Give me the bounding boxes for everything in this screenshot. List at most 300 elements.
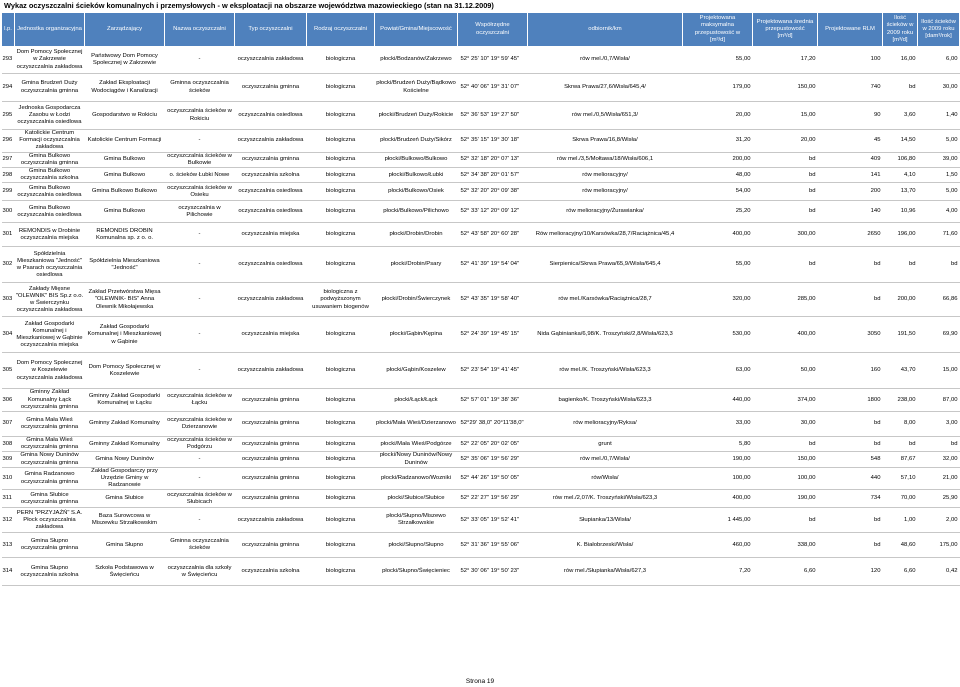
- cell-lp: 302: [2, 247, 15, 283]
- cell-rlm: bd: [818, 283, 883, 317]
- cell-typ: oczyszczalnia gminna: [235, 533, 307, 558]
- cell-nazwa: -: [165, 467, 235, 490]
- cell-ilosc-m3d: 6,60: [883, 558, 918, 586]
- cell-rodzaj: biologiczna: [307, 558, 375, 586]
- cell-powiat: płocki/Brudzeń Duży/Sikórz: [375, 130, 458, 153]
- cell-wspolrzedne: 52° 33' 12" 20° 09' 12": [458, 201, 528, 223]
- cell-lp: 304: [2, 317, 15, 353]
- table-row: [2, 389, 960, 412]
- cell-wspolrzedne: 52° 23' 54" 19° 41' 45": [458, 353, 528, 389]
- cell-rodzaj: biologiczna: [307, 152, 375, 167]
- cell-lp: 300: [2, 201, 15, 223]
- cell-ilosc-dam3: 1,50: [918, 168, 960, 183]
- cell-rodzaj: biologiczna: [307, 74, 375, 102]
- cell-jednostka: Dom Pomocy Społecznej w Zakrzewie oczyszczalnia zakładowa: [15, 47, 85, 74]
- cell-jednostka: Gmina Mała Wieś oczyszczalnia gminna: [15, 437, 85, 452]
- cell-odbiornik: rów mel./0,5/Wisła/651,3/: [528, 102, 683, 130]
- cell-wspolrzedne: 52° 31' 36" 19° 55' 06": [458, 533, 528, 558]
- cell-srednia: bd: [753, 152, 818, 167]
- cell-jednostka: PERN "PRZYJAŹŃ" S.A. Płock oczyszczalnia zakładowa: [15, 508, 85, 533]
- cell-nazwa: oczyszczalnia ścieków w Bulkowie: [165, 152, 235, 167]
- cell-ilosc-dam3: 69,90: [918, 317, 960, 353]
- cell-nazwa: -: [165, 508, 235, 533]
- table-row: [2, 201, 960, 223]
- cell-rodzaj: biologiczna: [307, 130, 375, 153]
- cell-jednostka: Gmina Nowy Duninów oczyszczalnia gminna: [15, 452, 85, 467]
- table-row: [2, 102, 960, 130]
- cell-srednia: bd: [753, 437, 818, 452]
- cell-jednostka: Gmina Mała Wieś oczyszczalnia gminna: [15, 412, 85, 437]
- cell-odbiornik: rów mel./0,7/Wisła/: [528, 452, 683, 467]
- cell-srednia: 20,00: [753, 130, 818, 153]
- cell-odbiornik: bagienko/K. Troszyński/Wisła/623,3: [528, 389, 683, 412]
- cell-srednia: bd: [753, 247, 818, 283]
- cell-rlm: 160: [818, 353, 883, 389]
- cell-ilosc-dam3: bd: [918, 437, 960, 452]
- cell-wspolrzedne: 52° 40' 06" 19° 31' 07": [458, 74, 528, 102]
- cell-rodzaj: biologiczna: [307, 183, 375, 201]
- cell-jednostka: Gminny Zakład Komunalny Łąck oczyszczalnia gminna: [15, 389, 85, 412]
- cell-lp: 299: [2, 183, 15, 201]
- cell-lp: 311: [2, 490, 15, 508]
- cell-wspolrzedne: 52° 43' 35" 19° 58' 40": [458, 283, 528, 317]
- cell-srednia: 30,00: [753, 412, 818, 437]
- cell-jednostka: Gmina Słupno oczyszczalnia gminna: [15, 533, 85, 558]
- cell-ilosc-m3d: 200,00: [883, 283, 918, 317]
- table-row: [2, 183, 960, 201]
- cell-zarzadzajacy: Gminny Zakład Komunalny: [85, 437, 165, 452]
- table-row: [2, 247, 960, 283]
- cell-lp: 303: [2, 283, 15, 317]
- cell-zarzadzajacy: Zakład Przetwórstwa Mięsa "OLEWNIK- BIS" Anna Olewnik Mikołajewska: [85, 283, 165, 317]
- cell-ilosc-dam3: 87,00: [918, 389, 960, 412]
- cell-nazwa: o. ścieków Łubki Nowe: [165, 168, 235, 183]
- cell-max: 400,00: [683, 223, 753, 247]
- cell-srednia: 150,00: [753, 74, 818, 102]
- table-row: [2, 412, 960, 437]
- cell-typ: oczyszczalnia zakładowa: [235, 47, 307, 74]
- cell-zarzadzajacy: Szkoła Podstawowa w Święcieńcu: [85, 558, 165, 586]
- cell-rlm: 409: [818, 152, 883, 167]
- cell-odbiornik: Rów melioracyjny/10/Karsówka/28,7/Raciążnica/45,4: [528, 223, 683, 247]
- cell-nazwa: oczyszczalnia ścieków w Dzierzanowie: [165, 412, 235, 437]
- cell-zarzadzajacy: Gmina Nowy Duninów: [85, 452, 165, 467]
- cell-lp: 294: [2, 74, 15, 102]
- cell-jednostka: Gmina Bulkowo oczyszczalnia szkolna: [15, 168, 85, 183]
- cell-lp: 298: [2, 168, 15, 183]
- cell-ilosc-dam3: 32,00: [918, 452, 960, 467]
- cell-ilosc-dam3: 175,00: [918, 533, 960, 558]
- cell-srednia: 6,60: [753, 558, 818, 586]
- cell-wspolrzedne: 52° 32' 20" 20° 09' 38": [458, 183, 528, 201]
- cell-lp: 295: [2, 102, 15, 130]
- cell-nazwa: oczyszczalnia ścieków w Rokiciu: [165, 102, 235, 130]
- cell-nazwa: -: [165, 283, 235, 317]
- cell-max: 25,20: [683, 201, 753, 223]
- cell-odbiornik: Sierpienica/Skrwa Prawa/65,9/Wisła/645,4: [528, 247, 683, 283]
- cell-wspolrzedne: 52° 34' 38" 20° 01' 57": [458, 168, 528, 183]
- cell-ilosc-m3d: 191,50: [883, 317, 918, 353]
- cell-zarzadzajacy: Gmina Bulkowo: [85, 201, 165, 223]
- cell-powiat: płocki/Bulkowo/Bulkowo: [375, 152, 458, 167]
- cell-powiat: płocki/Łąck/Łąck: [375, 389, 458, 412]
- cell-rlm: 200: [818, 183, 883, 201]
- table-row: [2, 490, 960, 508]
- cell-rodzaj: biologiczna: [307, 201, 375, 223]
- cell-odbiornik: rów mel./Karsówka/Raciążnica/28,7: [528, 283, 683, 317]
- cell-max: 55,00: [683, 247, 753, 283]
- table-row: [2, 130, 960, 153]
- cell-srednia: 100,00: [753, 467, 818, 490]
- cell-jednostka: Gmina Brudzeń Duży oczyszczalnia gminna: [15, 74, 85, 102]
- cell-nazwa: oczyszczalnia ścieków w Osieku: [165, 183, 235, 201]
- cell-ilosc-dam3: 6,00: [918, 47, 960, 74]
- cell-jednostka: REMONDIS w Drobinie oczyszczalnia miejska: [15, 223, 85, 247]
- cell-rlm: bd: [818, 533, 883, 558]
- cell-typ: oczyszczalnia gminna: [235, 490, 307, 508]
- cell-rlm: 45: [818, 130, 883, 153]
- cell-wspolrzedne: 52° 25' 10" 19° 59' 45": [458, 47, 528, 74]
- cell-odbiornik: Słupianka/13/Wisła/: [528, 508, 683, 533]
- cell-typ: oczyszczalnia zakładowa: [235, 353, 307, 389]
- cell-zarzadzajacy: REMONDIS DROBIN Komunalna sp. z o. o.: [85, 223, 165, 247]
- cell-powiat: płocki/Słupno/Słupno: [375, 533, 458, 558]
- table-row: [2, 74, 960, 102]
- col-nazwa: Nazwa oczyszczalni: [165, 13, 235, 47]
- cell-max: 190,00: [683, 452, 753, 467]
- cell-ilosc-m3d: 70,00: [883, 490, 918, 508]
- cell-srednia: 285,00: [753, 283, 818, 317]
- cell-lp: 297: [2, 152, 15, 167]
- cell-odbiornik: rów melioracyjny/Żurawianka/: [528, 201, 683, 223]
- cell-wspolrzedne: 52° 35' 06" 19° 56' 29": [458, 452, 528, 467]
- cell-typ: oczyszczalnia szkolna: [235, 558, 307, 586]
- table-row: [2, 452, 960, 467]
- cell-rlm: 440: [818, 467, 883, 490]
- table-row: [2, 353, 960, 389]
- cell-max: 179,00: [683, 74, 753, 102]
- col-ilosc-dam3: Ilość ścieków w 2009 roku [dam³/rok]: [918, 13, 960, 47]
- cell-rodzaj: biologiczna: [307, 467, 375, 490]
- cell-wspolrzedne: 52° 43' 58" 20° 60' 28": [458, 223, 528, 247]
- cell-max: 100,00: [683, 467, 753, 490]
- cell-powiat: płocki/Bulkowo/Osiek: [375, 183, 458, 201]
- table-row: [2, 558, 960, 586]
- cell-jednostka: Gmina Bulkowo oczyszczalnia osiedlowa: [15, 201, 85, 223]
- cell-ilosc-dam3: 4,00: [918, 201, 960, 223]
- cell-ilosc-m3d: 16,00: [883, 47, 918, 74]
- cell-wspolrzedne: 52° 35' 15" 19° 30' 18": [458, 130, 528, 153]
- col-rlm: Projektowane RLM: [818, 13, 883, 47]
- cell-nazwa: oczyszczalnia dla szkoły w Święcieńcu: [165, 558, 235, 586]
- cell-jednostka: Spółdzielnia Mieszkaniowa "Jedność" w Psarach oczyszczalnia osiedlowa: [15, 247, 85, 283]
- cell-powiat: płocki/Bodzanów/Zakrzewo: [375, 47, 458, 74]
- cell-ilosc-m3d: 57,10: [883, 467, 918, 490]
- cell-powiat: płocki/Słupno/Miszewo Strzałkowskie: [375, 508, 458, 533]
- cell-max: 48,00: [683, 168, 753, 183]
- cell-powiat: płocki/Mała Wieś/Dzierzanowo: [375, 412, 458, 437]
- cell-rlm: 1800: [818, 389, 883, 412]
- cell-powiat: płocki/Radzanowo/Wozniki: [375, 467, 458, 490]
- cell-lp: 296: [2, 130, 15, 153]
- cell-rodzaj: biologiczna: [307, 168, 375, 183]
- cell-odbiornik: rów melioracyjny/: [528, 168, 683, 183]
- table-row: [2, 533, 960, 558]
- cell-nazwa: -: [165, 317, 235, 353]
- cell-jednostka: Dom Pomocy Społecznej w Koszelewie oczyszczalnia zakładowa: [15, 353, 85, 389]
- page-footer: Strona 19: [465, 678, 495, 685]
- cell-typ: oczyszczalnia osiedlowa: [235, 201, 307, 223]
- cell-max: 320,00: [683, 283, 753, 317]
- cell-rlm: 100: [818, 47, 883, 74]
- col-wspolrzedne: Współrzędne oczyszczalni: [458, 13, 528, 47]
- cell-powiat: płocki/Nowy Duninów/Nowy Duninów: [375, 452, 458, 467]
- cell-zarzadzajacy: Katolickie Centrum Formacji: [85, 130, 165, 153]
- table-row: [2, 152, 960, 167]
- cell-nazwa: -: [165, 130, 235, 153]
- cell-ilosc-m3d: bd: [883, 437, 918, 452]
- cell-jednostka: Gmina Bulkowo oczyszczalnia gminna: [15, 152, 85, 167]
- cell-max: 400,00: [683, 490, 753, 508]
- cell-srednia: bd: [753, 201, 818, 223]
- cell-ilosc-dam3: 5,00: [918, 130, 960, 153]
- cell-wspolrzedne: 52° 22' 05" 20° 02' 05": [458, 437, 528, 452]
- cell-srednia: 17,20: [753, 47, 818, 74]
- cell-lp: 306: [2, 389, 15, 412]
- cell-srednia: 400,00: [753, 317, 818, 353]
- col-odbiornik: odbiornik/km: [528, 13, 683, 47]
- cell-max: 33,00: [683, 412, 753, 437]
- cell-ilosc-m3d: 3,60: [883, 102, 918, 130]
- cell-rodzaj: biologiczna: [307, 508, 375, 533]
- cell-ilosc-m3d: 1,00: [883, 508, 918, 533]
- cell-jednostka: Gmina Słubice oczyszczalnia gminna: [15, 490, 85, 508]
- cell-typ: oczyszczalnia osiedlowa: [235, 183, 307, 201]
- cell-ilosc-m3d: 196,00: [883, 223, 918, 247]
- cell-odbiornik: Nida Gąbinianka/6,98/K. Troszyński/2,8/Wisła/623,3: [528, 317, 683, 353]
- cell-nazwa: oczyszczalnia ścieków w Podgórzu: [165, 437, 235, 452]
- cell-srednia: bd: [753, 508, 818, 533]
- cell-typ: oczyszczalnia zakładowa: [235, 508, 307, 533]
- cell-powiat: płocki/Gąbin/Kępina: [375, 317, 458, 353]
- table-row: [2, 168, 960, 183]
- cell-rlm: 141: [818, 168, 883, 183]
- cell-lp: 305: [2, 353, 15, 389]
- cell-ilosc-m3d: 8,00: [883, 412, 918, 437]
- header-row: [2, 13, 960, 47]
- cell-rlm: 3050: [818, 317, 883, 353]
- cell-ilosc-m3d: 48,60: [883, 533, 918, 558]
- cell-zarzadzajacy: Baza Surowcowa w Miszewku Strzałkowskim: [85, 508, 165, 533]
- cell-wspolrzedne: 52° 30' 06" 19° 50' 23": [458, 558, 528, 586]
- col-max-przepustowosc: Projektowana maksymalna przepustowość w [m³/d]: [683, 13, 753, 47]
- col-typ: Typ oczyszczalni: [235, 13, 307, 47]
- cell-wspolrzedne: 52° 57' 01" 19° 38' 36": [458, 389, 528, 412]
- cell-rodzaj: biologiczna: [307, 102, 375, 130]
- cell-lp: 301: [2, 223, 15, 247]
- cell-jednostka: Gmina Słupno oczyszczalnia szkolna: [15, 558, 85, 586]
- cell-jednostka: Jednoska Gospodarcza Zasobu w Łodzi oczyszczalnia osiedlowa: [15, 102, 85, 130]
- cell-rlm: 548: [818, 452, 883, 467]
- cell-jednostka: Zakład Gospodarki Komunalnej i Mieszkaniowej w Gąbinie oczyszczalnia miejska: [15, 317, 85, 353]
- cell-nazwa: -: [165, 47, 235, 74]
- cell-rodzaj: biologiczna: [307, 353, 375, 389]
- cell-srednia: 150,00: [753, 452, 818, 467]
- cell-rodzaj: biologiczna: [307, 412, 375, 437]
- cell-typ: oczyszczalnia gminna: [235, 452, 307, 467]
- cell-max: 54,00: [683, 183, 753, 201]
- cell-odbiornik: rów mel./3,5/Mołtawa/18/Wisła/606,1: [528, 152, 683, 167]
- cell-max: 530,00: [683, 317, 753, 353]
- cell-zarzadzajacy: Państwowy Dom Pomocy Społecznej w Zakrzewie: [85, 47, 165, 74]
- cell-ilosc-m3d: 4,10: [883, 168, 918, 183]
- cell-powiat: płocki/Bulkowo/Pilichowo: [375, 201, 458, 223]
- cell-odbiornik: grunt: [528, 437, 683, 452]
- cell-jednostka: Gmina Bulkowo oczyszczalnia osiedlowa: [15, 183, 85, 201]
- cell-odbiornik: rów mel./2,07/K. Troszyński/Wisła/623,3: [528, 490, 683, 508]
- cell-typ: oczyszczalnia gminna: [235, 467, 307, 490]
- cell-nazwa: oczyszczalnia ścieków w Słubicach: [165, 490, 235, 508]
- col-rodzaj: Rodzaj oczyszczalni: [307, 13, 375, 47]
- cell-lp: 310: [2, 467, 15, 490]
- cell-max: 460,00: [683, 533, 753, 558]
- cell-rlm: bd: [818, 247, 883, 283]
- cell-lp: 309: [2, 452, 15, 467]
- cell-lp: 308: [2, 437, 15, 452]
- cell-srednia: 15,00: [753, 102, 818, 130]
- col-lp: l.p.: [2, 13, 15, 47]
- cell-typ: oczyszczalnia osiedlowa: [235, 102, 307, 130]
- cell-max: 20,00: [683, 102, 753, 130]
- cell-jednostka: Zakłady Mięsne "OLEWNIK" BIS Sp.z o.o. w Świerczynku oczyszczalnia zakładowa: [15, 283, 85, 317]
- cell-ilosc-m3d: bd: [883, 74, 918, 102]
- cell-typ: oczyszczalnia zakładowa: [235, 283, 307, 317]
- cell-rlm: bd: [818, 508, 883, 533]
- cell-max: 7,20: [683, 558, 753, 586]
- cell-ilosc-m3d: 106,80: [883, 152, 918, 167]
- cell-rlm: 120: [818, 558, 883, 586]
- cell-odbiornik: rów mel./0,7/Wisła/: [528, 47, 683, 74]
- cell-ilosc-m3d: 14,50: [883, 130, 918, 153]
- cell-srednia: 50,00: [753, 353, 818, 389]
- cell-odbiornik: Skrwa Prawa/27,6/Wisła/645,4/: [528, 74, 683, 102]
- cell-powiat: płocki/Bulkowo/Łubki: [375, 168, 458, 183]
- cell-powiat: płocki/Słubice/Słubice: [375, 490, 458, 508]
- cell-rodzaj: biologiczna: [307, 317, 375, 353]
- cell-rodzaj: biologiczna: [307, 47, 375, 74]
- cell-rlm: 90: [818, 102, 883, 130]
- cell-wspolrzedne: 52° 44' 26" 19° 50' 05": [458, 467, 528, 490]
- cell-wspolrzedne: 52° 33' 05" 19° 52' 41": [458, 508, 528, 533]
- table-row: [2, 317, 960, 353]
- cell-powiat: płocki/Gąbin/Koszelew: [375, 353, 458, 389]
- cell-wspolrzedne: 52° 36' 53" 19° 27' 50": [458, 102, 528, 130]
- cell-odbiornik: rów melioracyjny/: [528, 183, 683, 201]
- cell-odbiornik: K. Białobrzeski/Wisła/: [528, 533, 683, 558]
- cell-typ: oczyszczalnia gminna: [235, 152, 307, 167]
- cell-rlm: 740: [818, 74, 883, 102]
- cell-zarzadzajacy: Gospodarstwo w Rokiciu: [85, 102, 165, 130]
- cell-ilosc-dam3: 66,86: [918, 283, 960, 317]
- cell-wspolrzedne: 52° 32' 18" 20° 07' 13": [458, 152, 528, 167]
- cell-max: 5,80: [683, 437, 753, 452]
- cell-srednia: 374,00: [753, 389, 818, 412]
- cell-max: 200,00: [683, 152, 753, 167]
- page-title: Wykaz oczyszczalni ścieków komunalnych i przemysłowych - w eksploatacji na obszarze województwa mazowieckiego (stan na 31.12.2009): [4, 1, 494, 10]
- cell-zarzadzajacy: Zakład Eksploatacji Wodociągów i Kanalizacji: [85, 74, 165, 102]
- cell-rodzaj: biologiczna z podwyższonym usuwaniem biogenów: [307, 283, 375, 317]
- cell-ilosc-dam3: 71,60: [918, 223, 960, 247]
- table-row: [2, 437, 960, 452]
- cell-odbiornik: rów melioracyjny/Ryksa/: [528, 412, 683, 437]
- cell-nazwa: -: [165, 247, 235, 283]
- cell-powiat: płocki/Słupno/Święcieniec: [375, 558, 458, 586]
- cell-ilosc-dam3: 21,00: [918, 467, 960, 490]
- cell-lp: 313: [2, 533, 15, 558]
- cell-rodzaj: biologiczna: [307, 533, 375, 558]
- cell-odbiornik: rów mel./K. Troszyński/Wisła/623,3: [528, 353, 683, 389]
- cell-odbiornik: rów mel./Słupianka/Wisła/627,3: [528, 558, 683, 586]
- cell-powiat: płocki/Drobin/Świerczynek: [375, 283, 458, 317]
- cell-nazwa: Gminna oczyszczalnia ścieków: [165, 74, 235, 102]
- cell-ilosc-m3d: 87,67: [883, 452, 918, 467]
- cell-ilosc-dam3: 3,00: [918, 412, 960, 437]
- cell-ilosc-dam3: 25,90: [918, 490, 960, 508]
- cell-ilosc-m3d: 10,96: [883, 201, 918, 223]
- cell-powiat: płocki/Drobin/Drobin: [375, 223, 458, 247]
- cell-ilosc-dam3: 30,00: [918, 74, 960, 102]
- cell-ilosc-m3d: 238,00: [883, 389, 918, 412]
- cell-srednia: 190,00: [753, 490, 818, 508]
- cell-nazwa: Gminna oczyszczalnia ścieków: [165, 533, 235, 558]
- table-row: [2, 47, 960, 74]
- cell-wspolrzedne: 52°29' 38,0" 20°11'38,0": [458, 412, 528, 437]
- cell-zarzadzajacy: Gmina Bulkowo: [85, 168, 165, 183]
- cell-nazwa: -: [165, 223, 235, 247]
- cell-typ: oczyszczalnia gminna: [235, 412, 307, 437]
- cell-nazwa: oczyszczalnia ścieków w Łącku: [165, 389, 235, 412]
- cell-powiat: płocki/Brudzeń Duży/Bądkowo Kościelne: [375, 74, 458, 102]
- cell-rodzaj: biologiczna: [307, 223, 375, 247]
- cell-nazwa: oczyszczalnia w Pilichowie: [165, 201, 235, 223]
- table-row: [2, 508, 960, 533]
- cell-rlm: bd: [818, 412, 883, 437]
- cell-zarzadzajacy: Gmina Bulkowo: [85, 152, 165, 167]
- table-row: [2, 223, 960, 247]
- cell-ilosc-m3d: 43,70: [883, 353, 918, 389]
- cell-rodzaj: biologiczna: [307, 389, 375, 412]
- table-row: [2, 283, 960, 317]
- cell-zarzadzajacy: Spółdzielnia Mieszkaniowa "Jedność": [85, 247, 165, 283]
- cell-ilosc-dam3: 5,00: [918, 183, 960, 201]
- cell-srednia: 338,00: [753, 533, 818, 558]
- cell-ilosc-m3d: bd: [883, 247, 918, 283]
- cell-max: 440,00: [683, 389, 753, 412]
- cell-max: 31,20: [683, 130, 753, 153]
- cell-rlm: bd: [818, 437, 883, 452]
- cell-wspolrzedne: 52° 24' 39" 19° 45' 15": [458, 317, 528, 353]
- cell-wspolrzedne: 52° 22' 27" 19° 56' 29": [458, 490, 528, 508]
- cell-ilosc-dam3: bd: [918, 247, 960, 283]
- cell-lp: 312: [2, 508, 15, 533]
- cell-typ: oczyszczalnia szkolna: [235, 168, 307, 183]
- cell-powiat: płocki/Drobin/Psary: [375, 247, 458, 283]
- cell-nazwa: -: [165, 452, 235, 467]
- cell-typ: oczyszczalnia miejska: [235, 223, 307, 247]
- wwtp-table: [1, 12, 960, 586]
- cell-ilosc-dam3: 39,00: [918, 152, 960, 167]
- col-ilosc-m3d: Ilość ścieków w 2009 roku [m³/d]: [883, 13, 918, 47]
